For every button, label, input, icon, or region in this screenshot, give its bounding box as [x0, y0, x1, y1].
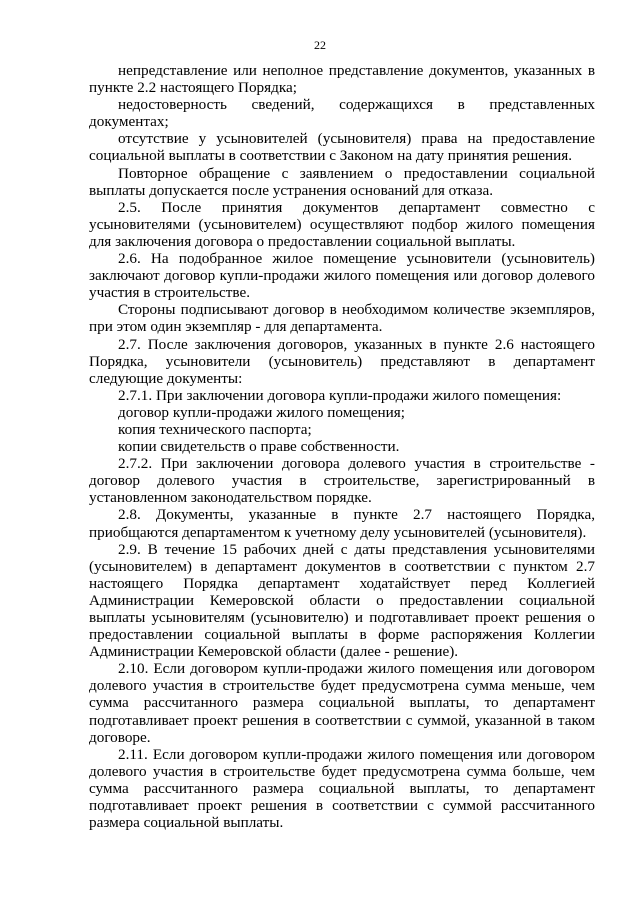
paragraph: 2.9. В течение 15 рабочих дней с даты представления усыновителями (усыновителем) в департамент документов в соответствии с пунктом 2.7 настоящего Порядка департамент ходатайствует перед Коллегией Администрации Кемеровской области о предоставлении социальной выплаты усыновителям (усыновителю) и подготавливает проект решения о предоставлении социальной выплаты в форме распоряжения Коллегии Администрации Кемеровской области (далее - решение).	[89, 540, 595, 661]
page-number: 22	[314, 38, 326, 52]
paragraph: отсутствие у усыновителей (усыновителя) права на предоставление социальной выплаты в соответствии с Законом на дату принятия решения.	[89, 130, 595, 165]
paragraph: копия технического паспорта;	[118, 420, 312, 438]
paragraph: непредставление или неполное представление документов, указанных в пункте 2.2 настоящего Порядка;	[89, 62, 595, 97]
paragraph: недостоверность сведений, содержащихся в представленных документах;	[89, 96, 595, 131]
document-body	[89, 62, 595, 831]
paragraph: 2.10. Если договором купли-продажи жилого помещения или договором долевого участия в строительстве будет предусмотрена сумма меньше, чем сумма рассчитанного размера социальной выплаты, то департамент подготавливает проект решения в соответствии с суммой, указанной в таком договоре.	[89, 660, 595, 746]
paragraph: копии свидетельств о праве собственности.	[118, 438, 400, 456]
paragraph: 2.7. После заключения договоров, указанных в пункте 2.6 настоящего Порядка, усыновители (усыновитель) представляют в департамент следующие документы:	[89, 335, 595, 387]
paragraph: 2.7.1. При заключении договора купли-продажи жилого помещения:	[118, 386, 562, 404]
paragraph: 2.6. На подобранное жилое помещение усыновители (усыновитель) заключают договор купли-продажи жилого помещения или договор долевого участия в строительстве.	[89, 250, 595, 302]
paragraph: 2.8. Документы, указанные в пункте 2.7 настоящего Порядка, приобщаются департаментом к учетному делу усыновителей (усыновителя).	[89, 506, 595, 541]
paragraph: 2.11. Если договором купли-продажи жилого помещения или договором долевого участия в строительстве будет предусмотрена сумма больше, чем сумма рассчитанного размера социальной выплаты, то департамент подготавливает проект решения в соответствии с суммой рассчитанного размера социальной выплаты.	[89, 745, 595, 832]
paragraph: договор купли-продажи жилого помещения;	[118, 403, 405, 421]
paragraph: 2.7.2. При заключении договора долевого участия в строительстве - договор долевого участия в строительстве, зарегистрированный в установленном законодательством порядке.	[89, 455, 595, 507]
paragraph: Стороны подписывают договор в необходимом количестве экземпляров, при этом один экземпляр - для департамента.	[89, 301, 595, 336]
paragraph: Повторное обращение с заявлением о предоставлении социальной выплаты допускается после устранения оснований для отказа.	[89, 164, 595, 199]
paragraph: 2.5. После принятия документов департамент совместно с усыновителями (усыновителем) осуществляют подбор жилого помещения для заключения договора о предоставлении социальной выплаты.	[89, 198, 595, 250]
